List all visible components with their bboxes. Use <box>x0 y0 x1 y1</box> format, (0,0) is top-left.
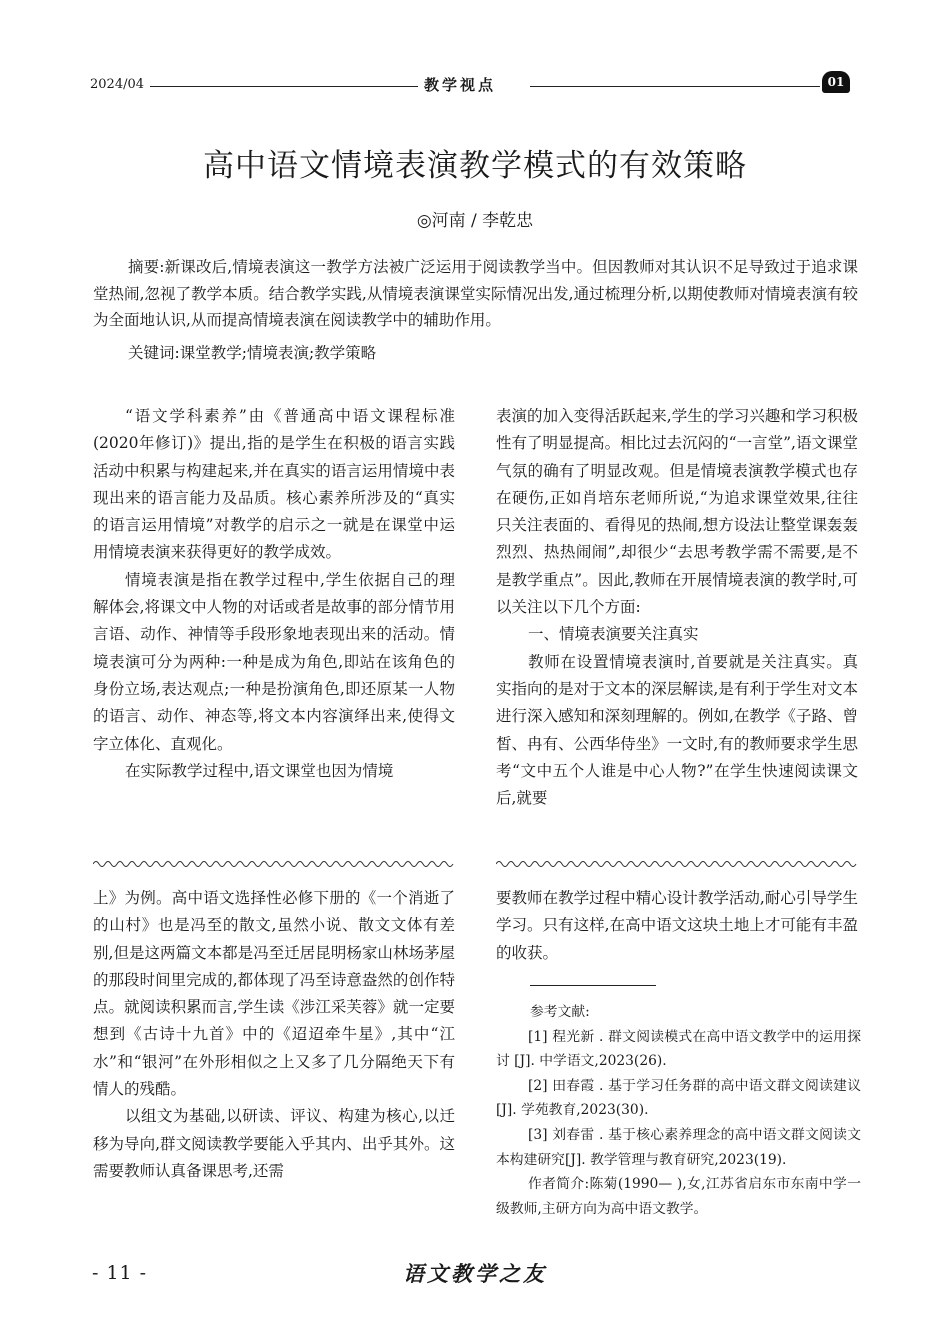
references-heading: 参考文献: <box>530 1004 590 1020</box>
references <box>496 1000 861 1221</box>
section-label: 教学视点 <box>424 76 497 94</box>
section-heading: 一、情境表演要关注真实 <box>528 625 699 644</box>
paragraph: 表演的加入变得活跃起来,学生的学习兴趣和学习积极性有了明显提高。相比过去沉闷的“一言堂”,语文课堂气氛的确有了明显改观。但是情境表演教学模式也存在硬伤,正如肖培东老师所说,“为追求课堂效果,往往只关注表面的、看得见的热闹,想方设法让整堂课轰轰烈烈、热热闹闹”,却很少“去思考教学需不需要,是不是教学重点”。因此,教师在开展情境表演的教学时,可以关注以下几个方面: <box>496 407 858 617</box>
page-number: - 11 - <box>92 1262 148 1284</box>
issue-date: 2024/04 <box>90 77 145 92</box>
paragraph: “语文学科素养”由《普通高中语文课程标准(2020年修订)》提出,指的是学生在积极的语言实践活动中积累与构建起来,并在真实的语言运用情境中表现出来的语言能力及品质。核心素养所涉及的“真实的语言运用情境”对教学的启示之一就是在课堂中运用情境表演来获得更好的教学成效。 <box>93 407 455 562</box>
paragraph: 要教师在教学过程中精心设计教学活动,耐心引导学生学习。只有这样,在高中语文这块土地上才可能有丰盈的收获。 <box>496 889 858 962</box>
column-lower-left <box>93 885 455 1185</box>
paragraph: 情境表演是指在教学过程中,学生依据自己的理解体会,将课文中人物的对话或者是故事的部分情节用言语、动作、神情等手段形象地表现出来的活动。情境表演可分为两种:一种是成为角色,即站在该角色的身份立场,表达观点;一种是扮演角色,即还原某一人物的语言、动作、神态等,将文本内容演绎出来,使得文字立体化、直观化。 <box>93 570 455 753</box>
magazine-name: 语文教学之友 <box>403 1261 547 1286</box>
column-upper-right <box>496 403 858 812</box>
reference-item: [1] 程光新 . 群文阅读模式在高中语文教学中的运用探讨 [J]. 中学语文,2023(26). <box>496 1028 861 1070</box>
paragraph: 上》为例。高中语文选择性必修下册的《一个消逝了的山村》也是冯至的散文,虽然小说、散文文体有差别,但是这两篇文本都是冯至迁居昆明杨家山林场茅屋的那段时间里完成的,都体现了冯至诗意盎然的创作特点。就阅读积累而言,学生读《涉江采芙蓉》就一定要想到《古诗十九首》中的《迢迢牵牛星》,其中“江水”和“银河”在外形相似之上又多了几分隔绝天下有情人的残酷。 <box>93 889 455 1099</box>
column-upper-left <box>93 403 455 785</box>
wavy-divider-left <box>93 856 457 872</box>
reference-item: [3] 刘春雷 . 基于核心素养理念的高中语文群文阅读文本构建研究[J]. 教学管理与教育研究,2023(19). <box>496 1126 861 1168</box>
author-bio: 作者简介:陈菊(1990— ),女,江苏省启东市东南中学一级教师,主研方向为高中语文教学。 <box>496 1176 861 1217</box>
article-title: 高中语文情境表演教学模式的有效策略 <box>203 148 747 184</box>
paragraph: 在实际教学过程中,语文课堂也因为情境 <box>125 761 394 780</box>
wavy-divider-right <box>496 856 860 872</box>
abstract: 摘要:新课改后,情境表演这一教学方法被广泛运用于阅读教学当中。但因教师对其认识不足导致过于追求课堂热闹,忽视了教学本质。结合教学实践,从情境表演课堂实际情况出发,通过梳理分析,以期使教师对情境表演有较为全面地认识,从而提高情境表演在阅读教学中的辅助作用。 <box>93 258 858 329</box>
journal-logo-icon: 01 <box>822 71 850 93</box>
header-rule-left <box>150 86 418 87</box>
paragraph: 以组文为基础,以研读、评议、构建为核心,以迁移为导向,群文阅读教学要能入乎其内、出乎其外。这需要教师认真备课思考,还需 <box>93 1107 455 1180</box>
reference-item: [2] 田春霞 . 基于学习任务群的高中语文群文阅读建议 [J]. 学苑教育,2023(30). <box>496 1077 861 1119</box>
references-rule <box>530 985 656 986</box>
article-author: ◎河南 / 李乾忠 <box>416 211 534 231</box>
keywords: 关键词:课堂教学;情境表演;教学策略 <box>128 344 377 362</box>
header-rule-right <box>530 86 820 87</box>
column-lower-right <box>496 885 858 967</box>
paragraph: 教师在设置情境表演时,首要就是关注真实。真实指向的是对于文本的深层解读,是有利于学生对文本进行深入感知和深刻理解的。例如,在教学《子路、曾皙、冉有、公西华侍坐》一文时,有的教师要求学生思考“文中五个人谁是中心人物?”在学生快速阅读课文后,就要 <box>496 652 858 808</box>
